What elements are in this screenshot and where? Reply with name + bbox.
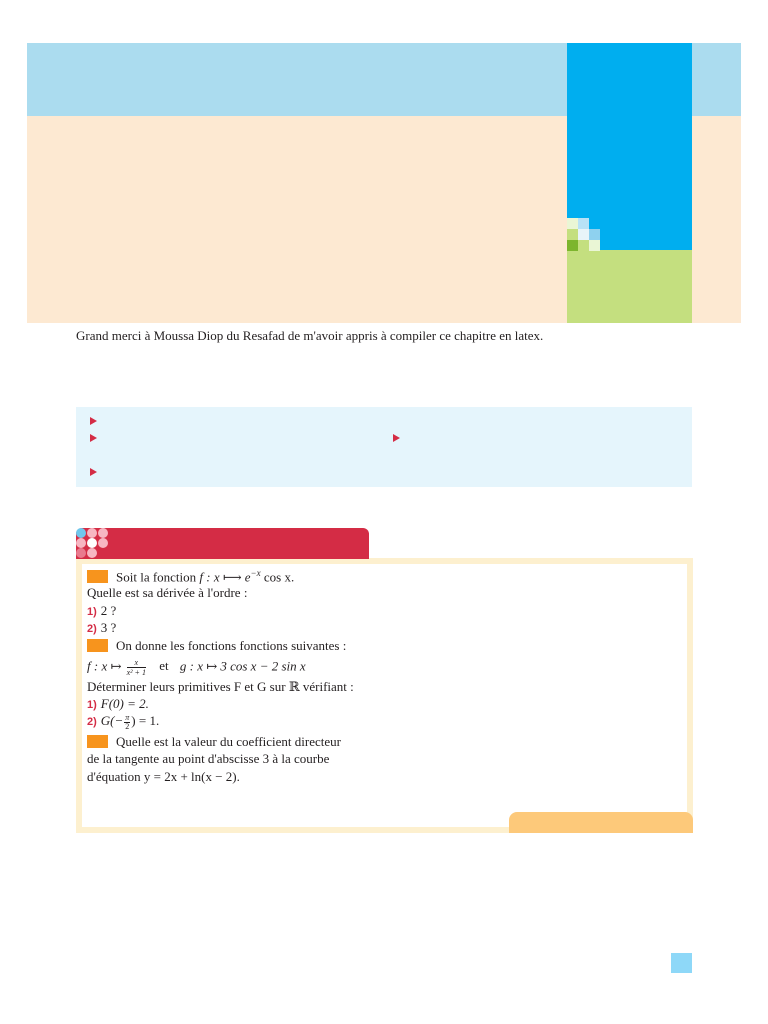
exercise-3-line: Quelle est la valeur du coefficient directeur xyxy=(87,734,341,750)
page-number-marker xyxy=(671,953,692,973)
exercise-2-item: 2) G(− $\frac{\pi}{2}$ ) = 1. xyxy=(87,712,160,731)
exercise-marker-icon xyxy=(87,570,108,583)
header-green-block xyxy=(567,250,692,323)
exercise-2-statement: On donne les fonctions fonctions suivantes : xyxy=(87,638,346,654)
exercise-marker-icon xyxy=(87,735,108,748)
dots-logo-icon xyxy=(76,528,112,559)
bullet-triangle-icon xyxy=(90,434,97,442)
exercise-marker-icon xyxy=(87,639,108,652)
exercise-2-item: 1) F(0) = 2. xyxy=(87,696,149,711)
bullet-triangle-icon xyxy=(90,417,97,425)
exercise-2-question: Déterminer leurs primitives F et G sur ℝ vérifiant : xyxy=(87,679,354,694)
bullet-triangle-icon xyxy=(393,434,400,442)
exercise-2-functions: f : x ↦ $\frac{x}{\text{x² + 1}}$ et g : x ↦ 3 cos x − 2 sin x xyxy=(87,658,306,677)
exercise-1-statement: Soit la fonction f : x ⟼ $e^{-x}$ cos x. xyxy=(87,568,294,585)
exercise-footer-tab xyxy=(509,812,693,833)
bullet-triangle-icon xyxy=(90,468,97,476)
exercise-1-item: 2) 3 ? xyxy=(87,620,117,635)
exercise-3-line: d'équation y = 2x + ln(x − 2). xyxy=(87,769,240,784)
pixel-decoration xyxy=(567,218,600,251)
fraction: $\frac{x}{\text{x² + 1}}$ xyxy=(126,658,146,677)
objectives-box xyxy=(76,407,692,487)
fraction: $\frac{\pi}{2}$ xyxy=(125,712,130,731)
exercise-header-tab xyxy=(76,528,369,559)
exercise-3-line: de la tangente au point d'abscisse 3 à la courbe xyxy=(87,751,330,766)
exercise-1-question: Quelle est sa dérivée à l'ordre : xyxy=(87,585,248,600)
acknowledgement-text: Grand merci à Moussa Diop du Resafad de m'avoir appris à compiler ce chapitre en latex. xyxy=(76,328,544,343)
exercise-1-item: 1) 2 ? xyxy=(87,603,117,618)
